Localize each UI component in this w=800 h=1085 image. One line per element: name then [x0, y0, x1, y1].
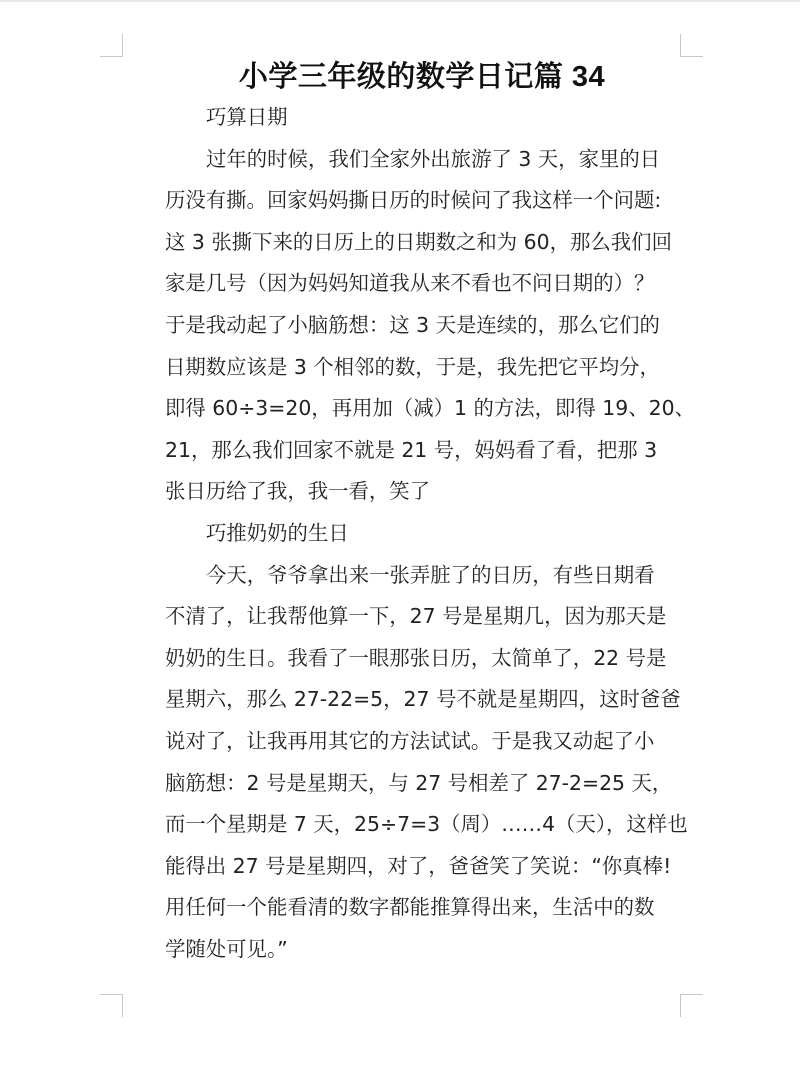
paragraph-line: 张日历给了我，我一看，笑了 — [165, 479, 431, 504]
crop-mark-bottom-left — [100, 994, 123, 1017]
paragraph-line: 过年的时候，我们全家外出旅游了 3 天，家里的日 — [206, 146, 661, 171]
section-heading-2: 巧推奶奶的生日 — [206, 520, 349, 545]
paragraph-line: 即得 60÷3=20，再用加（减）1 的方法，即得 19、20、 — [165, 396, 695, 421]
paragraph-line: 日期数应该是 3 个相邻的数，于是，我先把它平均分， — [165, 354, 660, 379]
paragraph-line: 用任何一个能看清的数字都能推算得出来，生活中的数 — [165, 895, 655, 920]
paragraph-line: 能得出 27 号是星期四，对了，爸爸笑了笑说：“你真棒! — [165, 853, 672, 878]
section-heading-1: 巧算日期 — [206, 105, 288, 129]
paragraph-line: 历没有撕。回家妈妈撕日历的时候问了我这样一个问题: — [165, 188, 662, 213]
paragraph-line: 星期六，那么 27-22=5，27 号不就是星期四，这时爸爸 — [165, 687, 681, 712]
paragraph-line: 于是我动起了小脑筋想：这 3 天是连续的，那么它们的 — [165, 312, 660, 337]
document-body — [165, 97, 695, 970]
paragraph-line: 21，那么我们回家不就是 21 号，妈妈看了看，把那 3 — [165, 437, 658, 462]
paragraph-line: 不清了，让我帮他算一下，27 号是星期几，因为那天是 — [165, 604, 667, 629]
paragraph-line: 而一个星期是 7 天，25÷7=3（周）……4（天），这样也 — [165, 812, 688, 837]
crop-mark-top-right — [680, 34, 703, 57]
paragraph-line: 脑筋想：2 号是星期天，与 27 号相差了 27-2=25 天， — [165, 770, 673, 795]
crop-mark-bottom-right — [680, 994, 703, 1017]
paragraph-line: 家是几号（因为妈妈知道我从来不看也不问日期的）？ — [165, 271, 655, 296]
page-top-edge — [0, 0, 800, 2]
paragraph-line: 说对了，让我再用其它的方法试试。于是我又动起了小 — [165, 728, 655, 753]
crop-mark-top-left — [100, 34, 123, 57]
paragraph-line: 这 3 张撕下来的日历上的日期数之和为 60，那么我们回 — [165, 229, 672, 254]
paragraph-line: 今天，爷爷拿出来一张弄脏了的日历，有些日期看 — [206, 562, 655, 587]
paragraph-line: 奶奶的生日。我看了一眼那张日历，太简单了，22 号是 — [165, 645, 667, 670]
paragraph-line: 学随处可见。” — [165, 936, 288, 961]
document-title: 小学三年级的数学日记篇 34 — [238, 61, 606, 93]
